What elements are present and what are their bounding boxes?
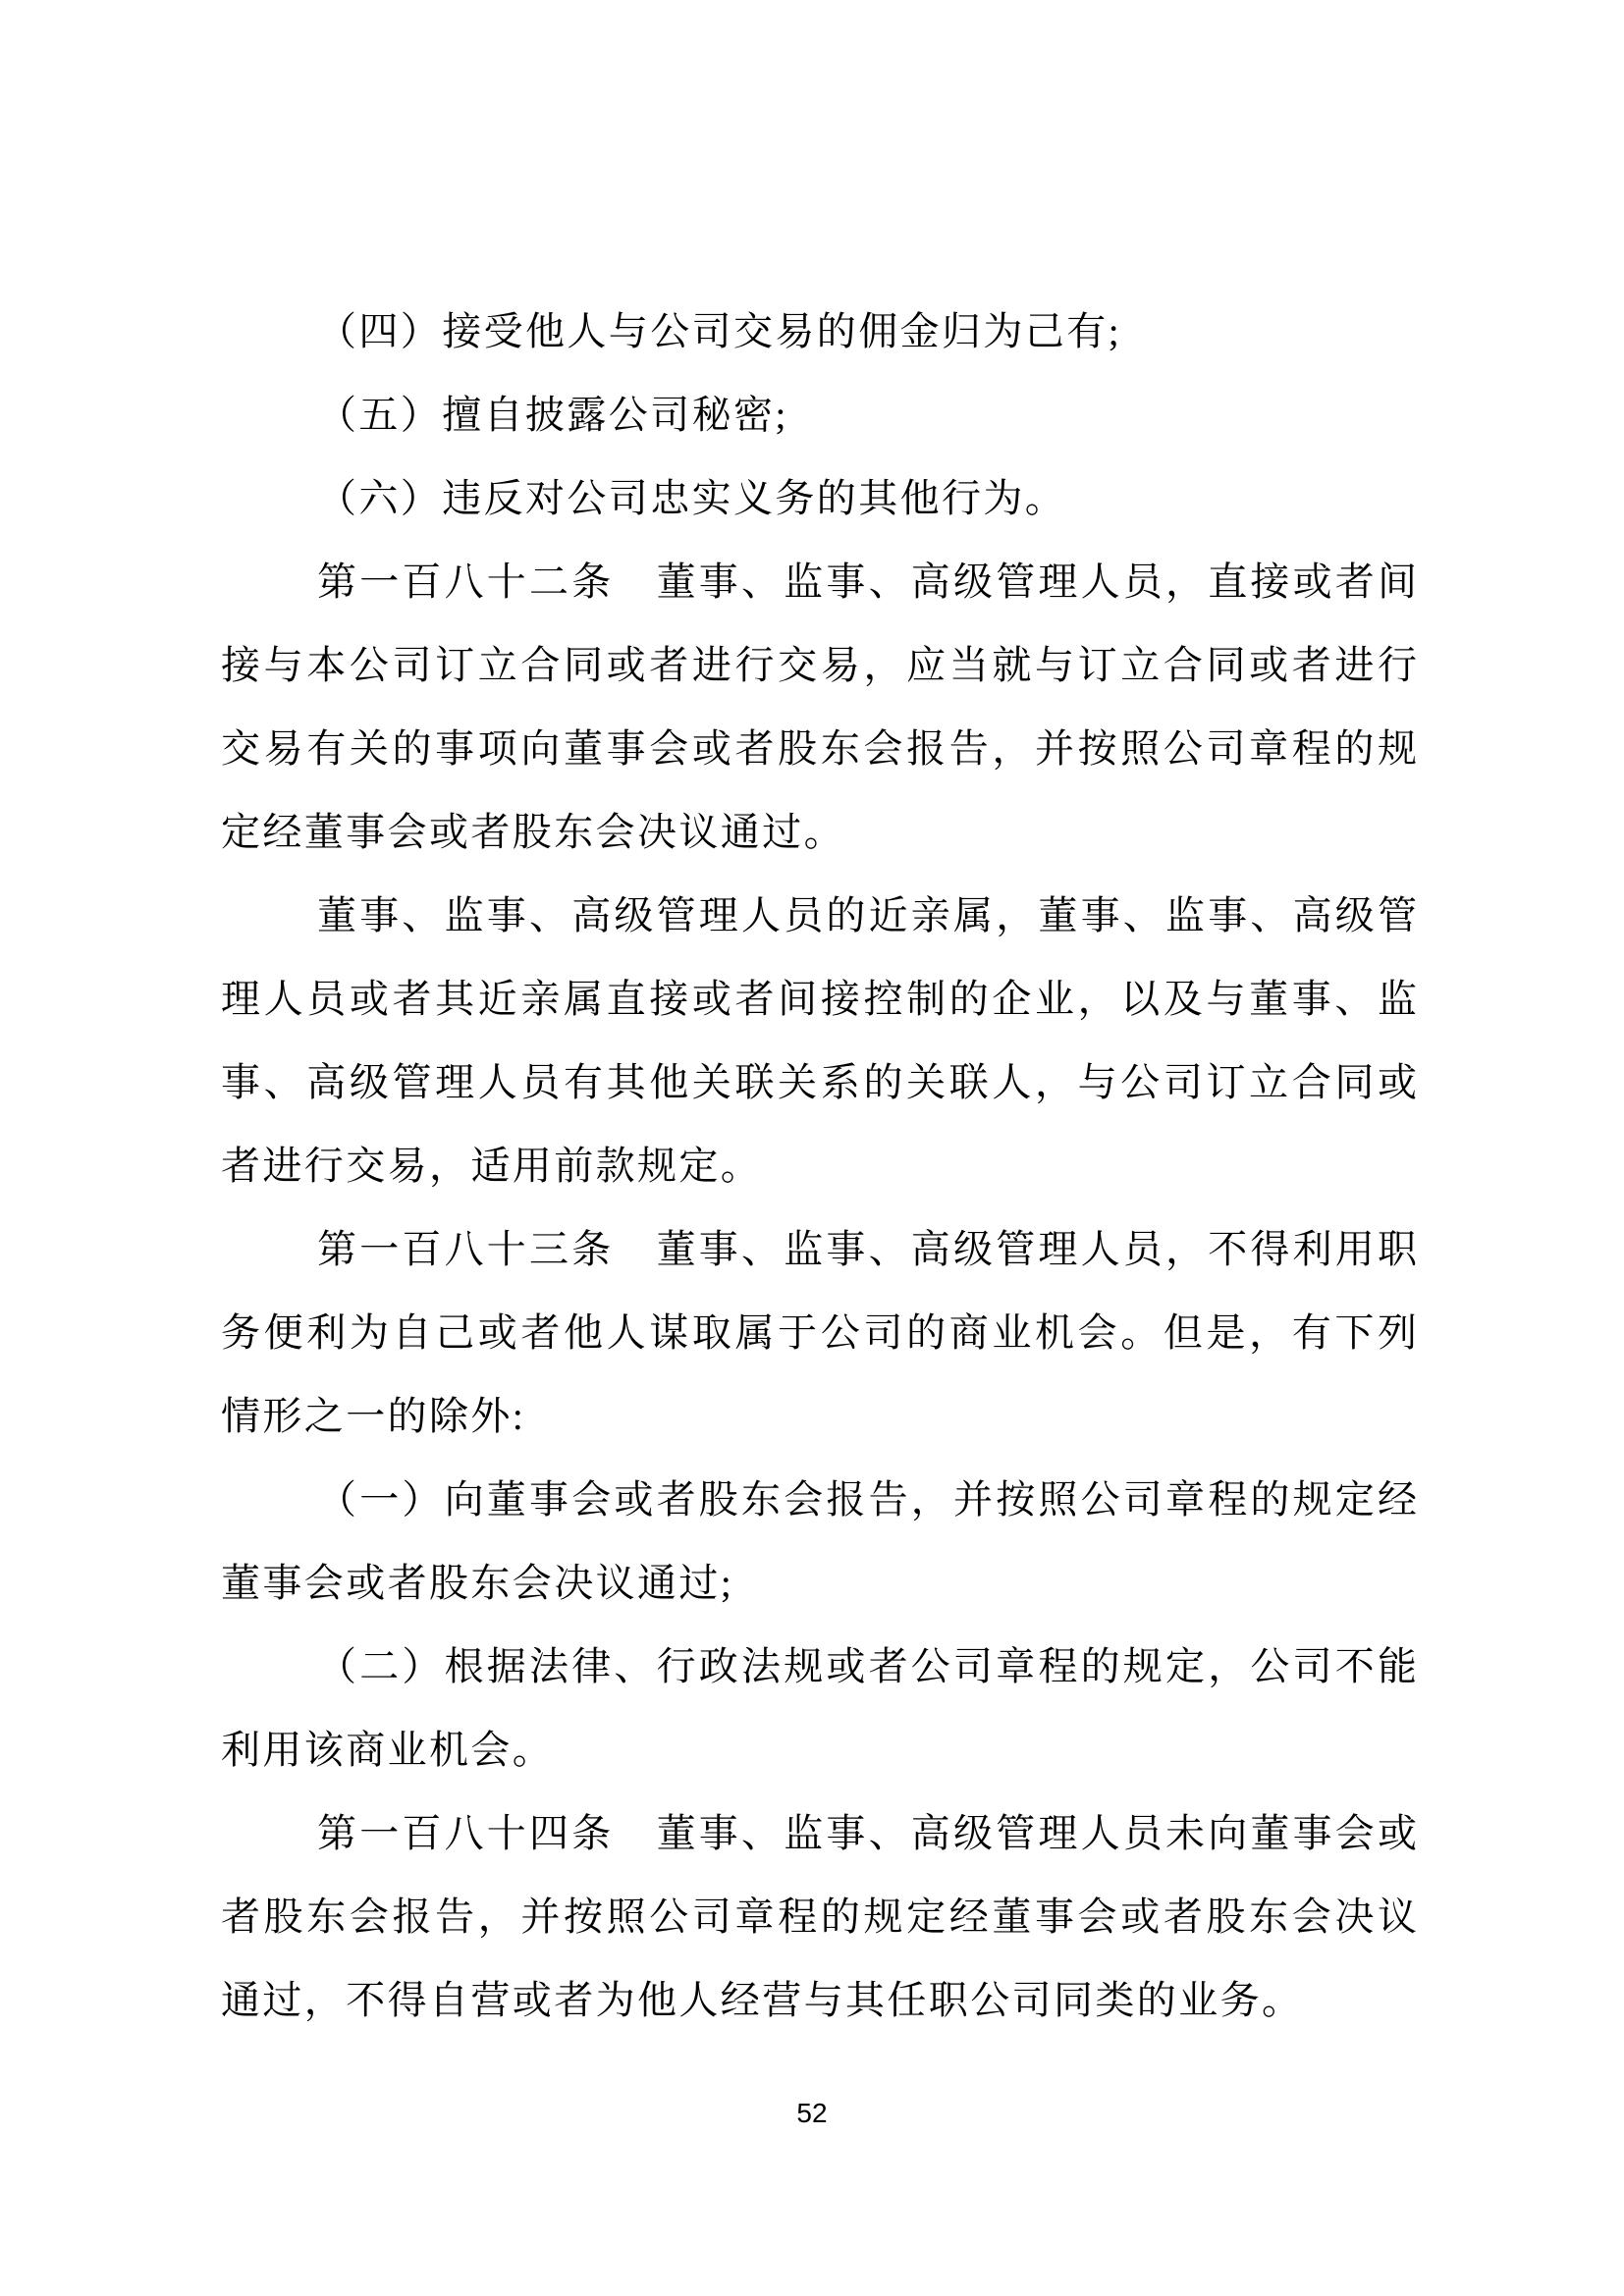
text-line: 务便利为自己或者他人谋取属于公司的商业机会。但是，有下列	[221, 1310, 1417, 1355]
text-line: 者股东会报告，并按照公司章程的规定经董事会或者股东会决议	[221, 1895, 1417, 1939]
text-line: 第一百八十三条 董事、监事、高级管理人员，不得利用职	[317, 1227, 1417, 1271]
page-number: 52	[796, 2098, 828, 2128]
text-line: （二）根据法律、行政法规或者公司章程的规定，公司不能	[317, 1644, 1417, 1688]
text-line: 通过，不得自营或者为他人经营与其任职公司同类的业务。	[221, 1978, 1304, 2022]
paragraph	[221, 290, 1417, 373]
text-line: （六）违反对公司忠实义务的其他行为。	[317, 476, 1067, 520]
paragraph	[221, 1625, 1417, 1791]
paragraph	[221, 874, 1417, 1207]
paragraph	[221, 1458, 1417, 1625]
text-line: （五）擅自披露公司秘密;	[317, 393, 788, 437]
text-line: 利用该商业机会。	[221, 1728, 555, 1772]
text-line: 者进行交易，适用前款规定。	[221, 1144, 763, 1188]
paragraph	[221, 1207, 1417, 1458]
text-line: 事、高级管理人员有其他关联关系的关联人，与公司订立合同或	[221, 1060, 1417, 1104]
paragraph	[221, 1791, 1417, 2042]
text-line: 第一百八十四条 董事、监事、高级管理人员未向董事会或	[317, 1811, 1417, 1855]
text-line: 董事、监事、高级管理人员的近亲属，董事、监事、高级管	[317, 893, 1417, 937]
text-line: 第一百八十二条 董事、监事、高级管理人员，直接或者间	[317, 560, 1417, 604]
text-line: （一）向董事会或者股东会报告，并按照公司章程的规定经	[317, 1477, 1417, 1522]
text-line: （四）接受他人与公司交易的佣金归为己有;	[317, 309, 1122, 353]
paragraph	[221, 373, 1417, 456]
text-line: 定经董事会或者股东会决议通过。	[221, 810, 845, 854]
text-line: 接与本公司订立合同或者进行交易，应当就与订立合同或者进行	[221, 643, 1417, 687]
document-body	[221, 290, 1417, 2042]
text-line: 董事会或者股东会决议通过;	[221, 1561, 734, 1605]
text-line: 交易有关的事项向董事会或者股东会报告，并按照公司章程的规	[221, 726, 1417, 771]
paragraph	[221, 540, 1417, 874]
paragraph	[221, 456, 1417, 540]
text-line: 情形之一的除外:	[221, 1394, 526, 1438]
text-line: 理人员或者其近亲属直接或者间接控制的企业，以及与董事、监	[221, 977, 1417, 1021]
